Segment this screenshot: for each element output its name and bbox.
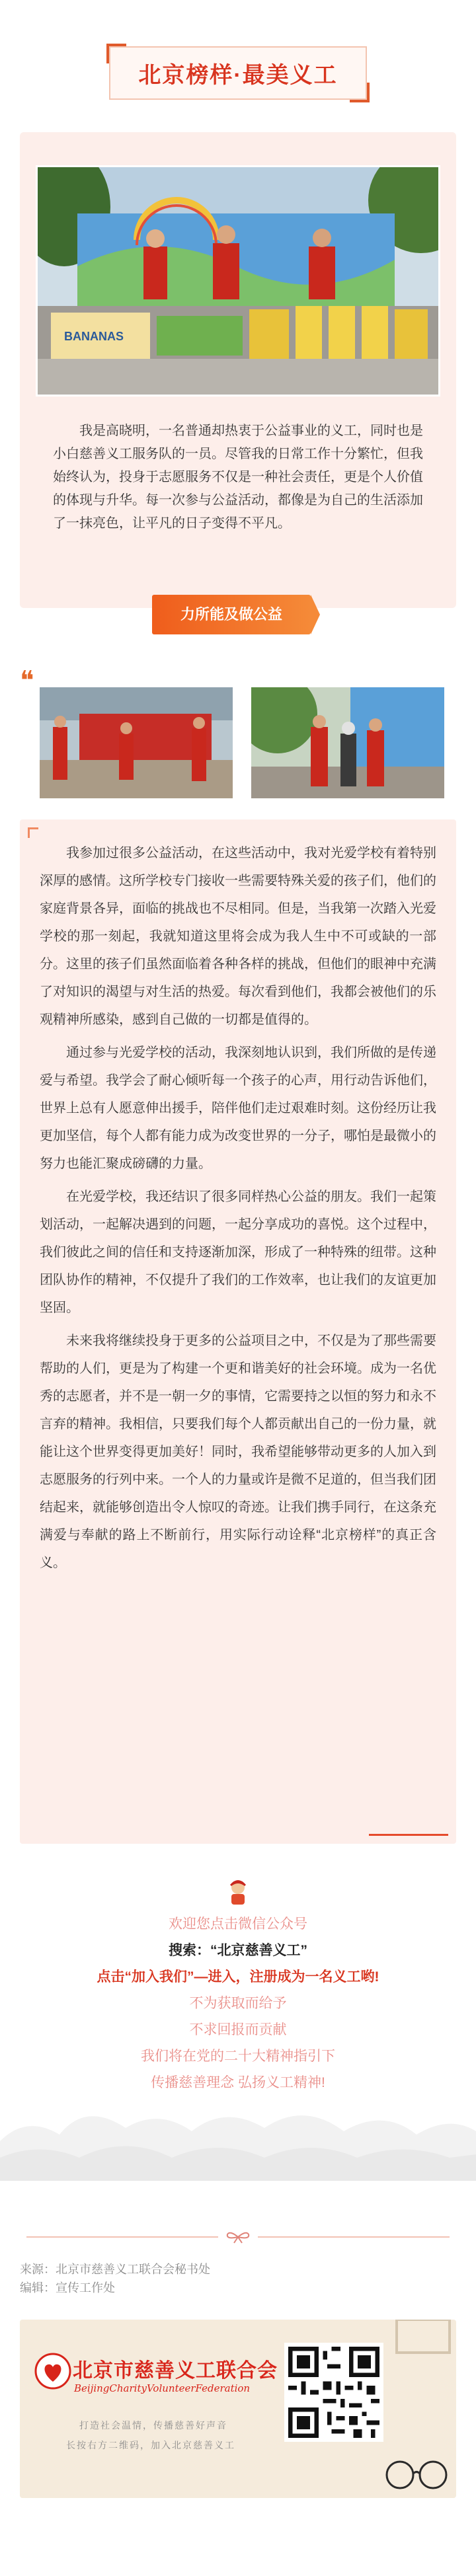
volunteer-scene-image	[38, 167, 440, 397]
glasses-decoration	[380, 2452, 453, 2491]
cta-line-4: 不为获取而给予	[189, 1996, 287, 2011]
footer-slogan-1: 打造社会温情，传播慈善好声音	[79, 2420, 227, 2431]
story-paragraph-2: 通过参与光爱学校的活动，我深刻地认识到，我们所做的是传递爱与希望。我学会了耐心倾听每一个孩子的心声，用行动告诉他们，世界上总有人愿意伸出援手，陪伴他们走过艰难时刻。这份经历让我更加坚信，每个人都有能力成为改变世界的一分子，哪怕是最微小的努力也能汇聚成磅礴的力量。	[40, 1045, 436, 1171]
cta-line-5: 不求回报而贡献	[189, 2022, 287, 2037]
federation-name-en: BeijingCharityVolunteerFederation	[74, 2382, 251, 2394]
federation-name: 北京市慈善义工联合会	[73, 2360, 278, 2382]
editor-text: 编辑：宣传工作处	[20, 2281, 115, 2294]
corner-decoration	[28, 827, 38, 838]
volunteer-group-image	[40, 687, 233, 798]
cta-line-2: 搜索：“北京慈善义工”	[169, 1943, 307, 1958]
section-divider	[26, 2230, 450, 2244]
bow-icon	[225, 2230, 251, 2244]
federation-logo-icon	[34, 2353, 71, 2390]
cta-line-6: 我们将在党的二十大精神指引下	[141, 2049, 335, 2064]
title-box	[109, 46, 366, 100]
intro-card	[20, 132, 456, 608]
qr-code-image	[288, 2347, 379, 2438]
story-text	[40, 839, 436, 1582]
svg-text:BANANAS: BANANAS	[64, 330, 124, 343]
volunteer-photo-left	[40, 687, 233, 798]
volunteer-photo-right	[251, 687, 444, 798]
section-tag: 力所能及做公益	[152, 595, 311, 634]
cta-line-7: 传播慈善理念 弘扬义工精神!	[151, 2075, 325, 2090]
quote-mark-icon: ❝	[20, 665, 34, 696]
volunteer-avatar-icon	[223, 1877, 253, 1906]
story-paragraph-3: 在光爱学校，我还结识了很多同样热心公益的朋友。我们一起策划活动，一起解决遇到的问题，一起分享成功的喜悦。这个过程中，我们彼此之间的信任和支持逐渐加深，形成了一种特殊的纽带。这种团队协作的精神，不仅提升了我们的工作效率，也让我们的友谊更加坚固。	[40, 1190, 436, 1315]
photo-pair	[40, 687, 436, 806]
title-section	[0, 46, 476, 100]
source-text: 来源：北京市慈善义工联合会秘书处	[20, 2263, 210, 2276]
volunteer-photo-main	[36, 165, 440, 397]
cloud-decoration	[0, 2095, 476, 2181]
cta-section	[0, 1877, 476, 2096]
intro-paragraph: 我是高晓明，一名普通却热衷于公益事业的义工，同时也是小白慈善义工服务队的一员。尽管我的日常工作十分繁忙，但我始终认为，投身于志愿服务不仅是一种社会责任，更是个人价值的体现与升华。每一次参与公益活动，都像是为自己的生活添加了一抹亮色，让平凡的日子变得不平凡。	[53, 424, 423, 531]
article-meta	[20, 2260, 210, 2297]
footer-slogan-2: 长按右方二维码，加入北京慈善义工	[66, 2440, 235, 2450]
cta-line-1: 欢迎您点击微信公众号	[169, 1916, 307, 1932]
page-title: 北京榜样·最美义工	[138, 63, 338, 88]
corner-underline	[369, 1834, 448, 1836]
qr-code[interactable]	[284, 2343, 383, 2442]
picture-frame-decoration	[390, 2320, 456, 2359]
cta-line-3: 点击“加入我们”—进入，注册成为一名义工哟!	[97, 1969, 379, 1985]
story-card	[20, 819, 456, 1844]
footer-banner	[20, 2320, 456, 2498]
story-paragraph-4: 未来我将继续投身于更多的公益项目之中，不仅是为了那些需要帮助的人们，更是为了构建一个更和谐美好的社会环境。成为一名优秀的志愿者，并不是一朝一夕的事情，它需要持之以恒的努力和永不言弃的精神。我相信，只要我们每个人都贡献出自己的一份力量，就能让这个世界变得更加美好！同时，我希望能够带动更多的人加入到志愿服务的行列中来。一个人的力量或许是微不足道的，但当我们团结起来，就能够创造出令人惊叹的奇迹。让我们携手同行，在这条充满爱与奉献的路上不断前行，用实际行动诠释“北京榜样”的真正含义。	[40, 1334, 436, 1570]
volunteer-visit-image	[251, 687, 444, 798]
story-paragraph-1: 我参加过很多公益活动，在这些活动中，我对光爱学校有着特别深厚的感情。这所学校专门接收一些需要特殊关爱的孩子们，他们的家庭背景各异，面临的挑战也不尽相同。但是，当我第一次踏入光爱学校的那一刻起，我就知道这里将会成为我人生中不可或缺的一部分。这里的孩子们虽然面临着各种各样的挑战，但他们的眼神中充满了对知识的渴望与对生活的热爱。每次看到他们，我都会被他们的乐观精神所感染，感到自己做的一切都是值得的。	[40, 846, 436, 1027]
